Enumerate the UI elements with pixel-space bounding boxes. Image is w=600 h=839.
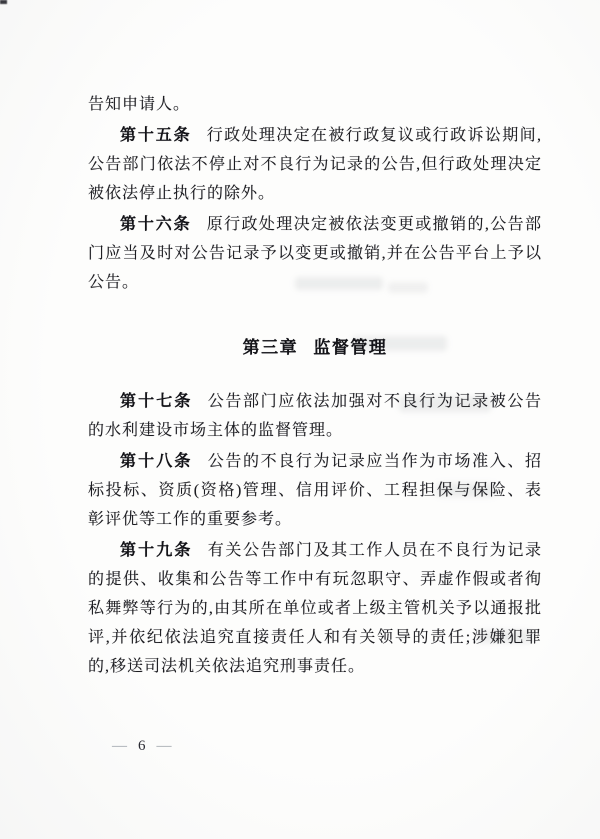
article-text: 原行政处理决定被依法变更或撤销的,公告部门应当及时对公告记录予以变更或撤销,并在公告平台上予以公告。 xyxy=(88,216,542,291)
footer-left-dash: — xyxy=(112,738,127,754)
chapter-heading xyxy=(88,333,542,362)
article-number: 第十六条 xyxy=(120,216,192,233)
page-number xyxy=(101,738,183,755)
article-number: 第十九条 xyxy=(120,542,193,559)
article-text: 有关公告部门及其工作人员在不良行为记录的提供、收集和公告等工作中有玩忽职守、弄虚作假或者徇私舞弊等行为的,由其所在单位或者上级主管机关予以通报批评,并依纪依法追究直接责任人和有关领导的责任;涉嫌犯罪的,移送司法机关依法追究刑事责任。 xyxy=(88,542,542,675)
footer-right-dash: — xyxy=(156,738,172,754)
article-19 xyxy=(88,536,542,681)
article-18 xyxy=(88,447,542,534)
footer-page-number: 6 xyxy=(138,738,146,754)
article-16 xyxy=(88,210,542,297)
article-number: 第十七条 xyxy=(120,393,193,410)
scan-artifact xyxy=(0,0,7,4)
paragraph-continuation xyxy=(88,90,542,119)
article-number: 第十八条 xyxy=(120,453,193,470)
chapter-number: 第三章 xyxy=(242,338,299,357)
article-15 xyxy=(88,121,542,208)
article-text: 公告的不良行为记录应当作为市场准入、招标投标、资质(资格)管理、信用评价、工程担保与保险、表彰评优等工作的重要参考。 xyxy=(88,453,542,528)
paragraph-text: 告知申请人。 xyxy=(88,96,191,113)
article-text: 公告部门应依法加强对不良行为记录被公告的水利建设市场主体的监督管理。 xyxy=(88,393,542,439)
chapter-title: 监督管理 xyxy=(313,338,388,357)
article-17 xyxy=(88,387,542,445)
document-body xyxy=(88,90,542,681)
article-text: 行政处理决定在被行政复议或行政诉讼期间,公告部门依法不停止对不良行为记录的公告,但行政处理决定被依法停止执行的除外。 xyxy=(88,127,542,202)
article-number: 第十五条 xyxy=(120,127,192,144)
